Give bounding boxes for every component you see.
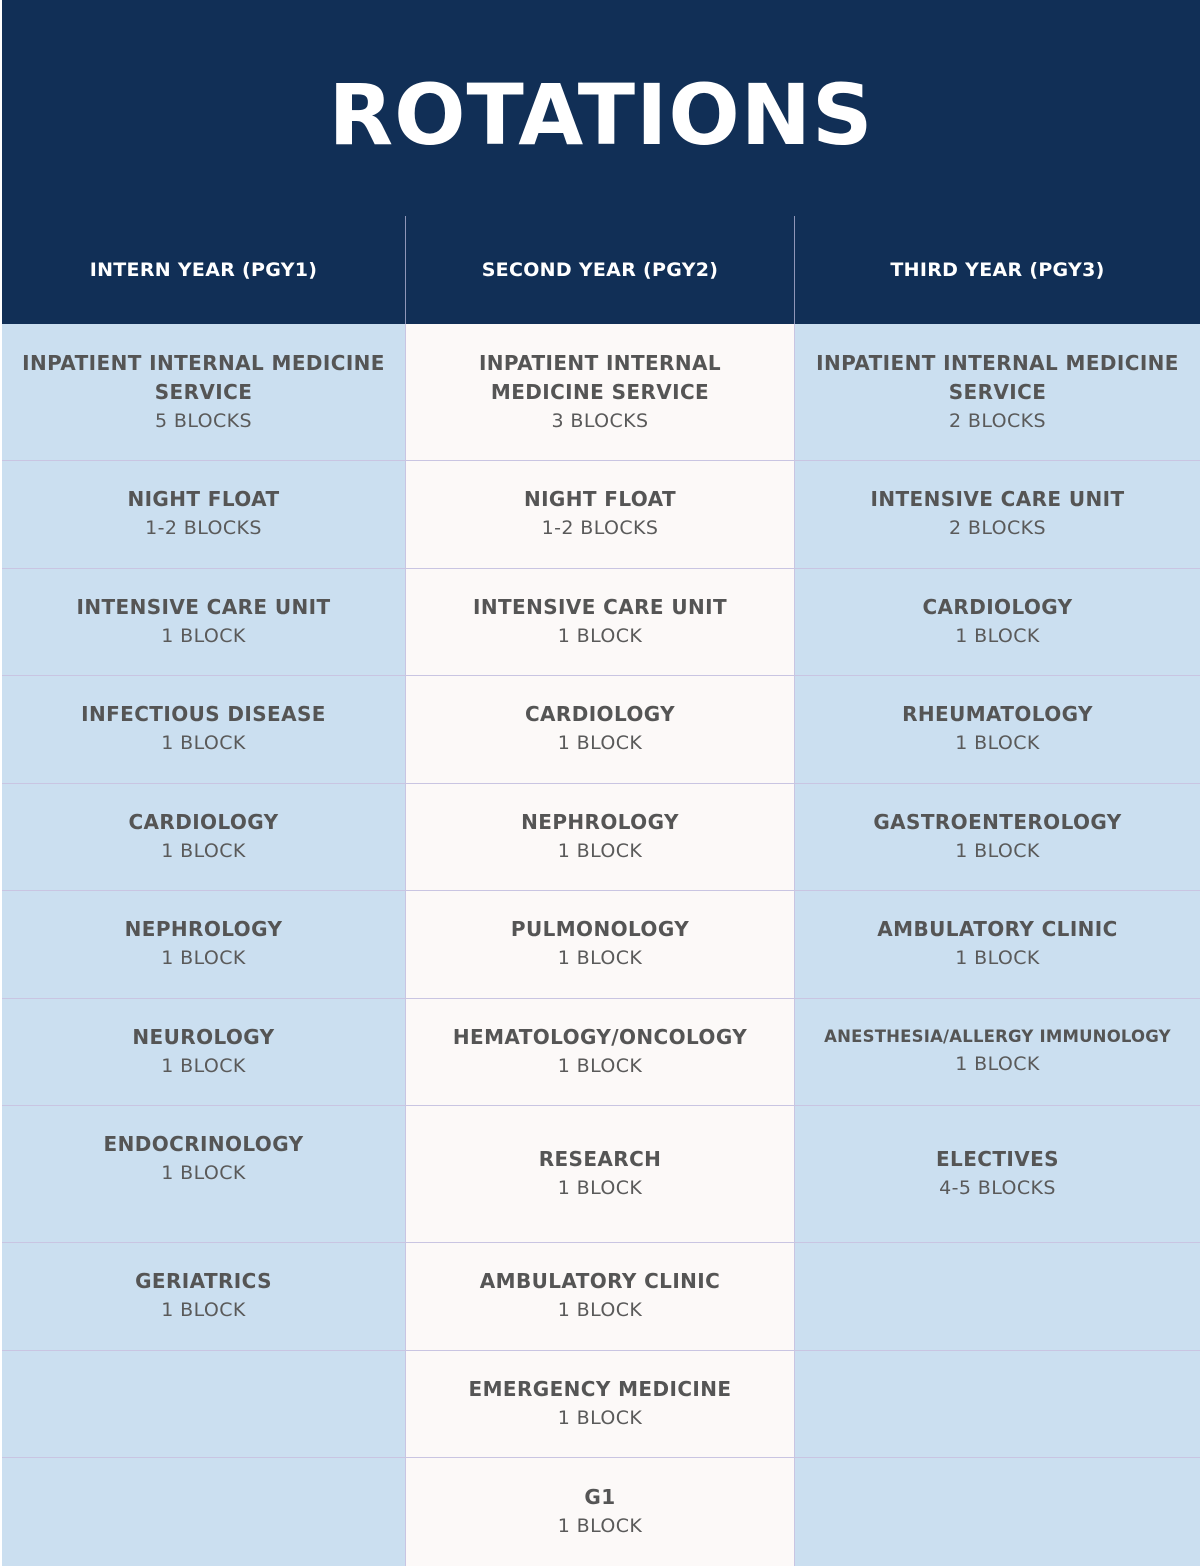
rotation-name: NIGHT FLOAT <box>523 487 677 512</box>
rotation-cell <box>406 324 795 461</box>
rotation-name: PULMONOLOGY <box>510 917 690 942</box>
empty-cell <box>2 1458 406 1566</box>
rotation-blocks: 1 BLOCK <box>557 732 643 755</box>
column-header-pgy2: SECOND YEAR (PGY2) <box>406 216 795 324</box>
rotation-blocks: 1 BLOCK <box>955 624 1040 647</box>
rotation-name: GASTROENTEROLOGY <box>873 809 1122 834</box>
rotation-blocks: 5 BLOCKS <box>154 409 252 432</box>
rotation-cell <box>795 891 1200 999</box>
rotation-blocks: 1 BLOCK <box>557 1299 643 1322</box>
rotation-blocks: 1 BLOCK <box>955 839 1040 862</box>
rotation-name: NIGHT FLOAT <box>127 487 280 512</box>
rotation-blocks: 1 BLOCK <box>557 1406 643 1429</box>
rotation-name: GERIATRICS <box>135 1269 272 1294</box>
rotation-name: ENDOCRINOLOGY <box>103 1132 304 1156</box>
rotation-name: INTENSIVE CARE UNIT <box>870 487 1125 512</box>
rotation-blocks: 1 BLOCK <box>557 947 643 970</box>
rotation-cell <box>406 784 795 892</box>
rotation-cell <box>2 324 406 461</box>
column-header-pgy1: INTERN YEAR (PGY1) <box>2 216 406 324</box>
rotation-blocks: 1 BLOCK <box>557 1054 643 1077</box>
rotation-blocks: 1 BLOCK <box>955 1053 1040 1076</box>
rotation-name: AMBULATORY CLINIC <box>877 917 1118 942</box>
rotation-cell <box>2 461 406 569</box>
rotation-name: ELECTIVES <box>936 1147 1059 1171</box>
rotation-cell <box>406 461 795 569</box>
page-title: ROTATIONS <box>328 66 874 164</box>
rotation-blocks: 1 BLOCK <box>161 624 246 647</box>
rotation-blocks: 3 BLOCKS <box>551 409 649 432</box>
rotation-name: EMERGENCY MEDICINE <box>468 1376 732 1401</box>
rotation-name: ANESTHESIA/ALLERGY IMMUNOLOGY <box>824 1027 1171 1047</box>
rotation-cell <box>406 891 795 999</box>
rotation-cell <box>2 676 406 784</box>
rotation-blocks: 1 BLOCK <box>557 1177 643 1199</box>
rotation-blocks: 1 BLOCK <box>955 947 1040 970</box>
rotation-cell <box>2 891 406 999</box>
rotation-blocks: 1 BLOCK <box>955 732 1040 755</box>
empty-cell <box>795 1458 1200 1566</box>
rotation-blocks: 1 BLOCK <box>161 1162 246 1184</box>
rotation-name: CARDIOLOGY <box>524 702 676 727</box>
rotation-cell <box>795 461 1200 569</box>
rotation-cell <box>2 999 406 1107</box>
rotation-name: INTENSIVE CARE UNIT <box>76 594 331 619</box>
rotation-cell <box>795 569 1200 677</box>
rotation-name: RHEUMATOLOGY <box>902 702 1093 727</box>
rotation-cell <box>795 324 1200 461</box>
title-banner <box>2 0 1200 216</box>
rotation-name: G1 <box>584 1484 616 1509</box>
column-header-pgy3: THIRD YEAR (PGY3) <box>795 216 1200 324</box>
rotation-cell <box>2 1243 406 1351</box>
rotation-cell <box>2 569 406 677</box>
rotation-blocks: 2 BLOCKS <box>948 517 1046 540</box>
rotation-name: CARDIOLOGY <box>922 594 1073 619</box>
rotation-name: INTENSIVE CARE UNIT <box>472 594 728 619</box>
rotation-blocks: 1 BLOCK <box>161 947 246 970</box>
rotation-name: NEUROLOGY <box>132 1024 275 1049</box>
rotation-cell <box>406 1243 795 1351</box>
rotation-cell <box>2 784 406 892</box>
rotation-cell <box>795 1106 1200 1243</box>
rotation-cell <box>406 1458 795 1566</box>
rotation-blocks: 1 BLOCK <box>161 1054 246 1077</box>
rotation-name: INPATIENT INTERNAL MEDICINE SERVICE <box>22 350 385 404</box>
empty-cell <box>2 1351 406 1459</box>
rotation-blocks: 1 BLOCK <box>161 732 246 755</box>
rotation-blocks: 1 BLOCK <box>557 1514 643 1537</box>
rotation-name: NEPHROLOGY <box>124 917 283 942</box>
rotation-blocks: 4-5 BLOCKS <box>939 1177 1056 1199</box>
empty-cell <box>795 1243 1200 1351</box>
rotation-name: AMBULATORY CLINIC <box>479 1269 721 1294</box>
rotation-cell <box>406 1106 795 1243</box>
rotation-cell <box>406 1351 795 1459</box>
rotation-blocks: 1-2 BLOCKS <box>145 517 262 540</box>
rotation-name: NEPHROLOGY <box>521 809 679 834</box>
rotations-table <box>2 216 1200 1566</box>
rotation-cell <box>406 676 795 784</box>
rotation-name: INPATIENT INTERNAL MEDICINE SERVICE <box>816 350 1179 404</box>
rotation-blocks: 1 BLOCK <box>161 839 246 862</box>
rotation-cell <box>406 569 795 677</box>
rotation-name: INFECTIOUS DISEASE <box>81 702 326 727</box>
empty-cell <box>795 1351 1200 1459</box>
rotation-cell <box>795 784 1200 892</box>
rotation-cell <box>2 1106 406 1243</box>
rotation-blocks: 2 BLOCKS <box>948 409 1046 432</box>
rotation-cell <box>406 999 795 1107</box>
rotation-name: RESEARCH <box>538 1147 662 1171</box>
rotation-blocks: 1-2 BLOCKS <box>541 517 659 540</box>
rotation-name: INPATIENT INTERNAL MEDICINE SERVICE <box>478 350 722 404</box>
rotation-name: CARDIOLOGY <box>128 809 279 834</box>
rotation-blocks: 1 BLOCK <box>161 1299 246 1322</box>
rotation-blocks: 1 BLOCK <box>557 839 643 862</box>
rotation-cell <box>795 676 1200 784</box>
rotation-name: HEMATOLOGY/ONCOLOGY <box>452 1024 748 1049</box>
rotation-blocks: 1 BLOCK <box>557 624 643 647</box>
rotation-cell <box>795 999 1200 1107</box>
